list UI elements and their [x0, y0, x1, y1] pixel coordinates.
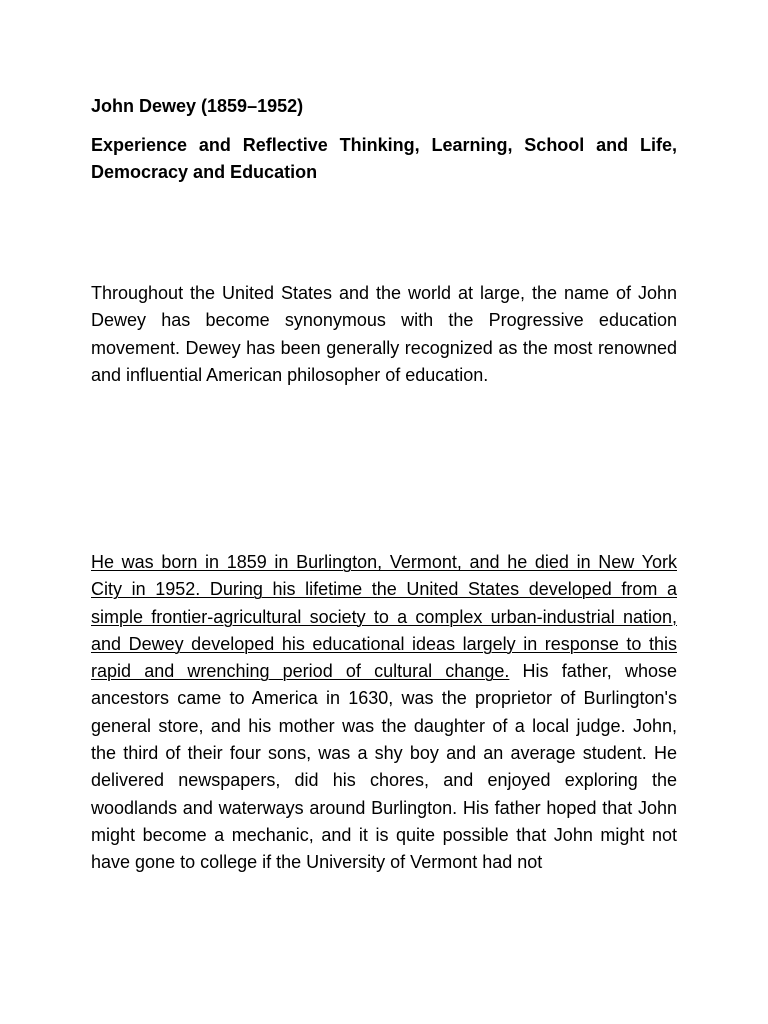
paragraph-continuation: His father, whose ancestors came to America in 1630, was the proprietor of Burlington's general store, and his mother was the daughter of a local judge. John, the third of their four sons, was a shy boy and an average student. He delivered newspapers, did his chores, and enjoyed exploring the woodlands and waterways around Burlington. His father hoped that John might become a mechanic, and it is quite possible that John might not have gone to college if the University of Vermont had not [91, 661, 677, 873]
document-title: John Dewey (1859–1952) [91, 96, 304, 116]
underlined-passage: He was born in 1859 in Burlington, Vermont, and he died in New York City in 1952. During his lifetime the United States developed from a simple frontier-agricultural society to a complex urban-industrial nation, and Dewey developed his educational ideas largely in response to this rapid and wrenching period of cultural change. [91, 552, 677, 682]
intro-paragraph: Throughout the United States and the world at large, the name of John Dewey has become synonymous with the Progressive education movement. Dewey has been generally recognized as the most renowned and influential American philosopher of education. [91, 283, 677, 385]
biography-paragraph [91, 549, 677, 877]
document-subtitle: Experience and Reflective Thinking, Learning, School and Life, Democracy and Education [91, 135, 677, 182]
